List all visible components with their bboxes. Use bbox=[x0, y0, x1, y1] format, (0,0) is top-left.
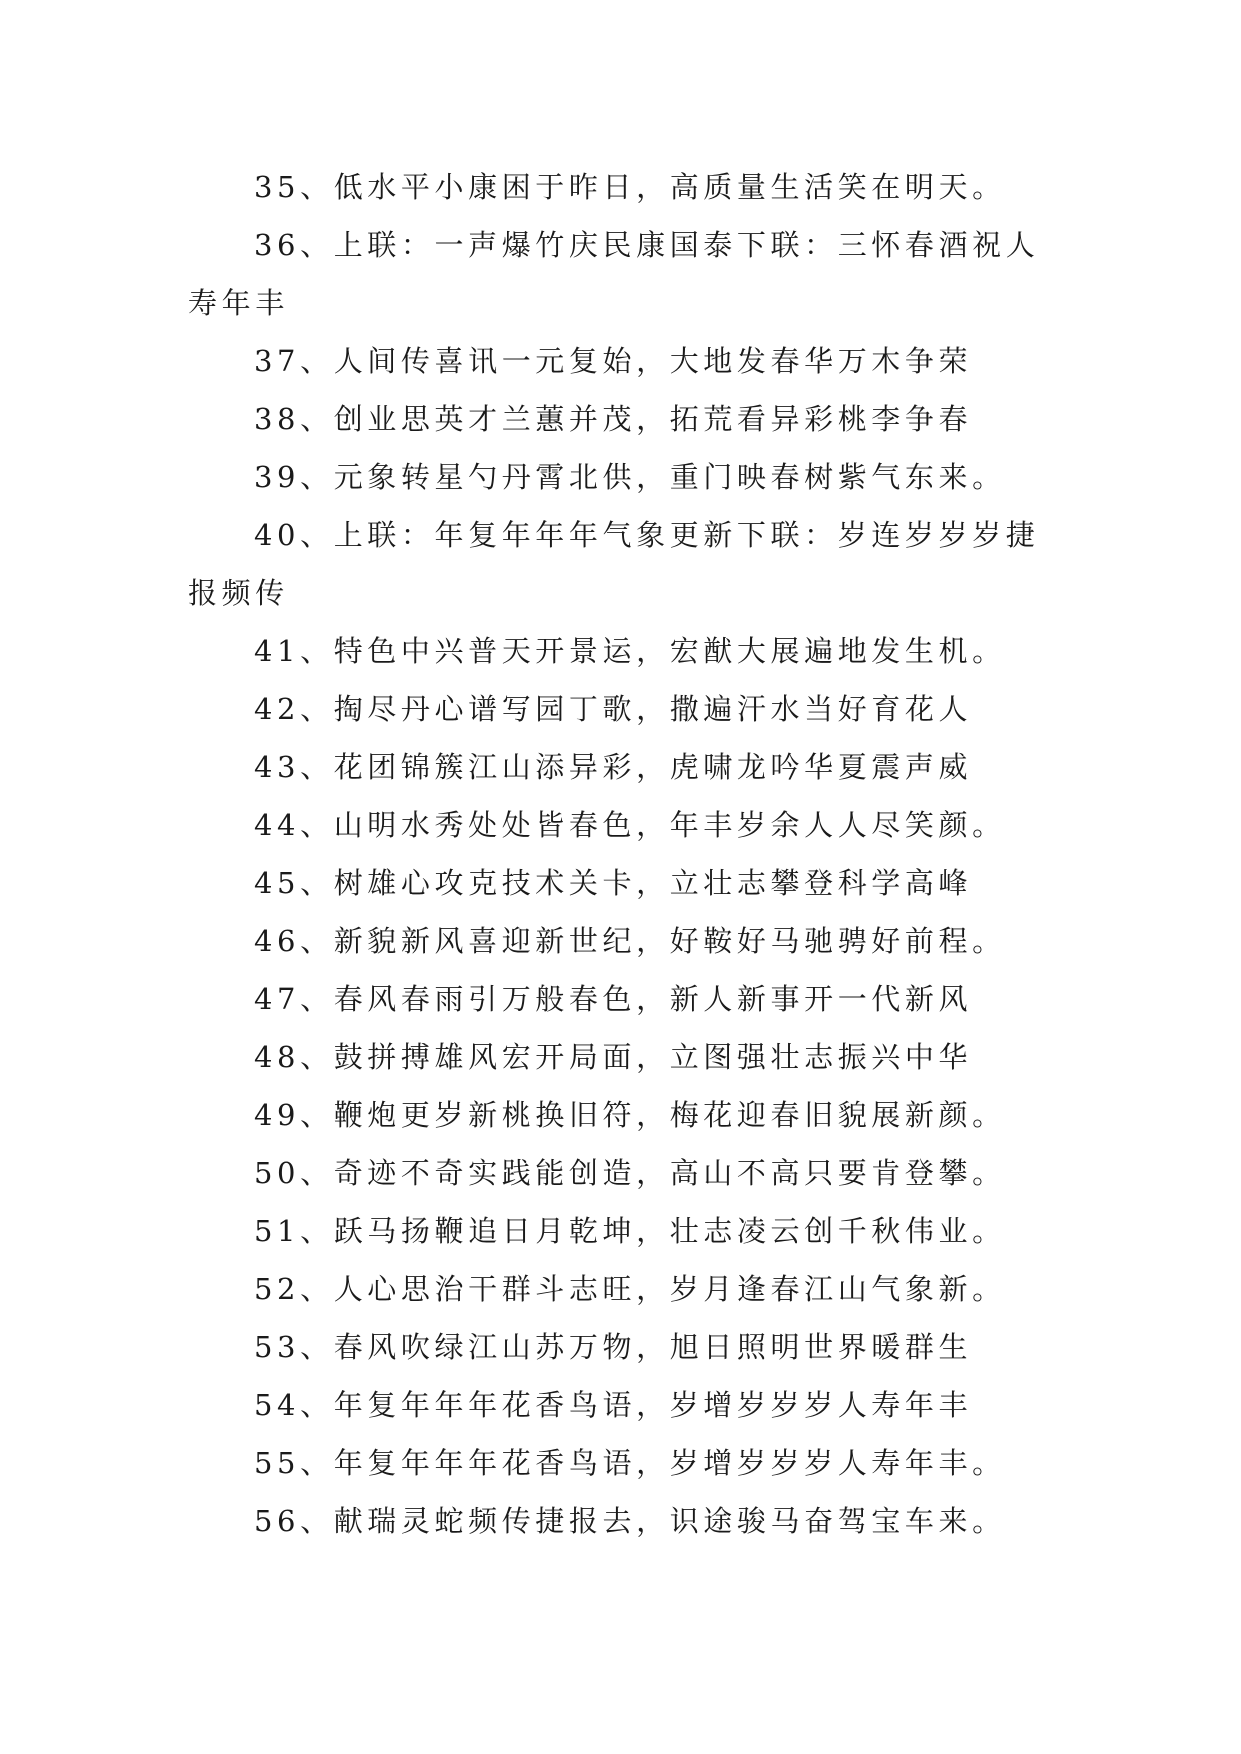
couplet-line-43: 43、花团锦簇江山添异彩，虎啸龙吟华夏震声威 bbox=[254, 750, 973, 784]
couplet-line-45: 45、树雄心攻克技术关卡，立壮志攀登科学高峰 bbox=[254, 866, 973, 900]
couplet-line-56: 56、献瑞灵蛇频传捷报去，识途骏马奋驾宝车来。 bbox=[254, 1504, 1006, 1538]
couplet-line-50: 50、奇迹不奇实践能创造，高山不高只要肯登攀。 bbox=[254, 1156, 1006, 1190]
couplet-line-53: 53、春风吹绿江山苏万物，旭日照明世界暖群生 bbox=[254, 1330, 973, 1364]
couplet-line-51: 51、跃马扬鞭追日月乾坤，壮志凌云创千秋伟业。 bbox=[254, 1214, 1006, 1248]
couplet-line-54: 54、年复年年年花香鸟语，岁增岁岁岁人寿年丰 bbox=[254, 1388, 973, 1422]
document-body bbox=[188, 158, 1068, 1550]
couplet-line-44: 44、山明水秀处处皆春色，年丰岁余人人尽笑颜。 bbox=[254, 808, 1006, 842]
couplet-line-39: 39、元象转星勺丹霄北供，重门映春树紫气东来。 bbox=[254, 460, 1006, 494]
couplet-line-55: 55、年复年年年花香鸟语，岁增岁岁岁人寿年丰。 bbox=[254, 1446, 1006, 1480]
couplet-line-47: 47、春风春雨引万般春色，新人新事开一代新风 bbox=[254, 982, 973, 1016]
couplet-line-52: 52、人心思治干群斗志旺，岁月逢春江山气象新。 bbox=[254, 1272, 1006, 1306]
couplet-line-41: 41、特色中兴普天开景运，宏猷大展遍地发生机。 bbox=[254, 634, 1006, 668]
couplet-line-48: 48、鼓拼搏雄风宏开局面，立图强壮志振兴中华 bbox=[254, 1040, 973, 1074]
couplet-line-38: 38、创业思英才兰蕙并茂，拓荒看异彩桃李争春 bbox=[254, 402, 973, 436]
couplet-line-42: 42、掏尽丹心谱写园丁歌，撒遍汗水当好育花人 bbox=[254, 692, 973, 726]
couplet-line-35: 35、低水平小康困于昨日，高质量生活笑在明天。 bbox=[254, 170, 1006, 204]
couplet-line-36: 36、上联：一声爆竹庆民康国泰下联：三怀春酒祝人寿年丰 bbox=[188, 228, 1040, 320]
couplet-line-46: 46、新貌新风喜迎新世纪，好鞍好马驰骋好前程。 bbox=[254, 924, 1006, 958]
couplet-line-49: 49、鞭炮更岁新桃换旧符，梅花迎春旧貌展新颜。 bbox=[254, 1098, 1006, 1132]
couplet-line-40: 40、上联：年复年年年气象更新下联：岁连岁岁岁捷报频传 bbox=[188, 518, 1040, 610]
couplet-line-37: 37、人间传喜讯一元复始，大地发春华万木争荣 bbox=[254, 344, 973, 378]
